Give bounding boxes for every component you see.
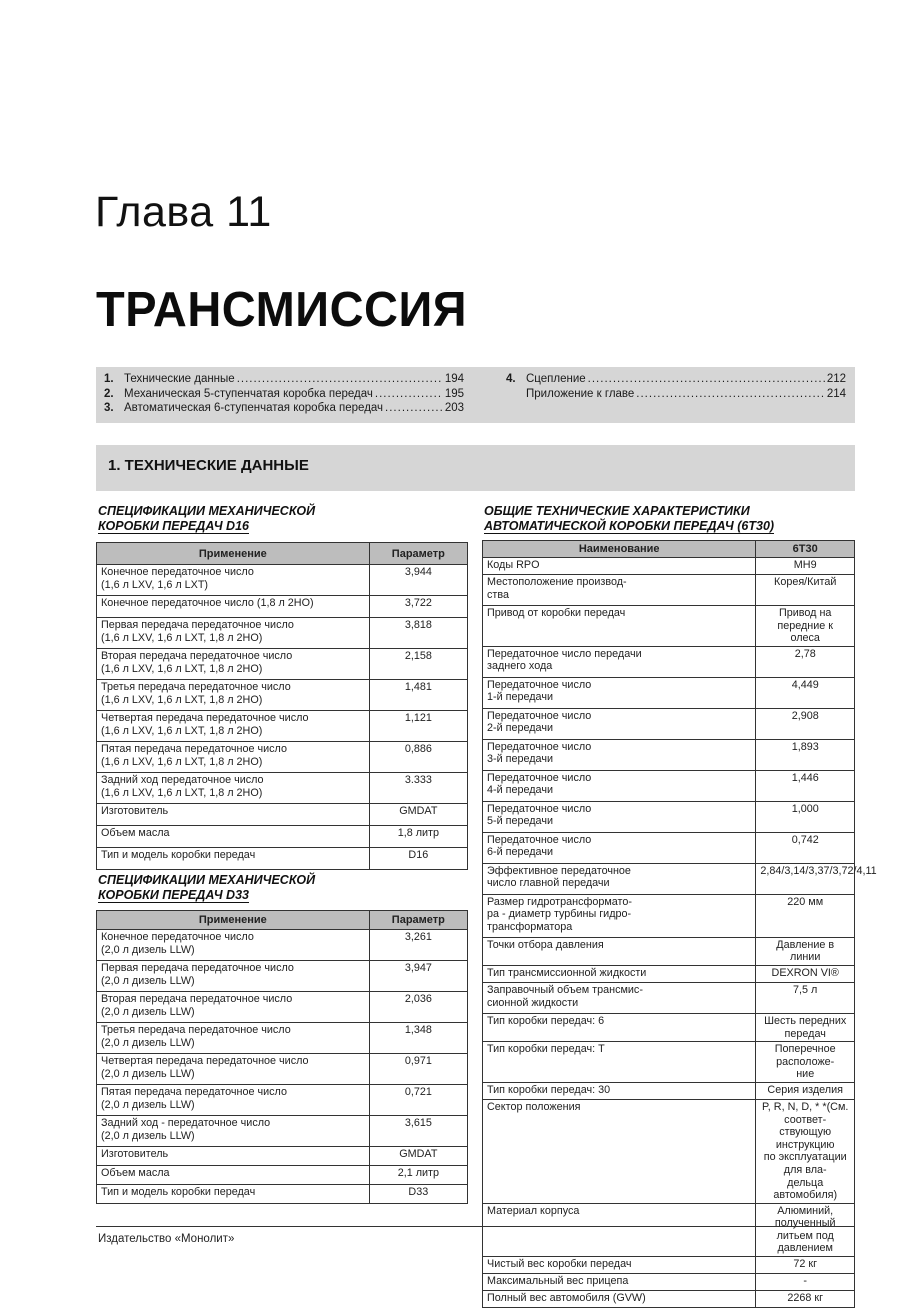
table-row <box>97 1116 468 1147</box>
spec-name-cell: Привод от коробки передач <box>483 606 756 647</box>
spec-value-cell: Серия изделия <box>756 1082 855 1099</box>
spec-name-cell: Тип трансмиссионной жидкости <box>483 965 756 982</box>
spec-value-cell: 1,446 <box>756 770 855 801</box>
table-row <box>483 677 855 708</box>
spec-value-cell: Алюминий, полученный литьем под давлением <box>756 1203 855 1256</box>
spec-name-cell: Третья передача передаточное число (1,6 л LXV, 1,6 л LXT, 1,8 л 2НО) <box>97 680 370 711</box>
column-header-value: Параметр <box>369 543 467 565</box>
spec-value-cell: 0,742 <box>756 832 855 863</box>
spec-value-cell: 3,261 <box>369 930 467 961</box>
spec-value-cell: 3,615 <box>369 1116 467 1147</box>
table-row <box>97 742 468 773</box>
spec-value-cell: 2,036 <box>369 992 467 1023</box>
spec-value-cell: 1,893 <box>756 739 855 770</box>
spec-name-cell: Заправочный объем трансмис- сионной жидкости <box>483 982 756 1013</box>
spec-name-cell: Чистый вес коробки передач <box>483 1257 756 1274</box>
spec-value-cell: 3,722 <box>369 596 467 618</box>
table-row <box>483 558 855 575</box>
spec-value-cell: Давление в линии <box>756 937 855 965</box>
column-header-name: Применение <box>97 911 370 930</box>
spec-name-cell: Пятая передача передаточное число (2,0 л дизель LLW) <box>97 1085 370 1116</box>
spec-value-cell: 1,121 <box>369 711 467 742</box>
toc-item-number: 1. <box>104 373 114 385</box>
spec-value-cell: 7,5 л <box>756 982 855 1013</box>
spec-value-cell: 2,908 <box>756 708 855 739</box>
table-row <box>483 937 855 965</box>
spec-name-cell: Тип коробки передач: 30 <box>483 1082 756 1099</box>
toc-item-page: 214 <box>826 387 846 400</box>
t30-title-line1: ОБЩИЕ ТЕХНИЧЕСКИЕ ХАРАКТЕРИСТИКИ <box>484 504 750 518</box>
table-row <box>97 961 468 992</box>
table-row <box>483 1274 855 1291</box>
d16-title-line1: СПЕЦИФИКАЦИИ МЕХАНИЧЕСКОЙ <box>98 504 316 518</box>
spec-name-cell: Тип коробки передач: 6 <box>483 1013 756 1041</box>
d16-title-line2: КОРОБКИ ПЕРЕДАЧ D16 <box>98 519 249 533</box>
table-row <box>97 1147 468 1166</box>
spec-name-cell: Изготовитель <box>97 1147 370 1166</box>
spec-value-cell: 3.333 <box>369 773 467 804</box>
spec-name-cell: Сектор положения <box>483 1099 756 1203</box>
spec-value-cell: D16 <box>369 848 467 870</box>
toc-right-column <box>506 373 846 402</box>
spec-name-cell: Передаточное число 4-й передачи <box>483 770 756 801</box>
d16-table-title <box>98 504 315 534</box>
d16-spec-table <box>96 542 468 870</box>
table-row <box>97 826 468 848</box>
table-header-row <box>97 911 468 930</box>
spec-name-cell: Передаточное число 6-й передачи <box>483 832 756 863</box>
spec-name-cell: Вторая передача передаточное число (2,0 л дизель LLW) <box>97 992 370 1023</box>
spec-value-cell: 3,947 <box>369 961 467 992</box>
spec-value-cell: 2,1 литр <box>369 1166 467 1185</box>
table-of-contents <box>96 367 855 423</box>
table-row <box>483 965 855 982</box>
spec-name-cell: Конечное передаточное число (1,8 л 2НО) <box>97 596 370 618</box>
spec-name-cell: Передаточное число 2-й передачи <box>483 708 756 739</box>
spec-name-cell: Эффективное передаточное число главной передачи <box>483 863 756 894</box>
spec-name-cell: Изготовитель <box>97 804 370 826</box>
spec-value-cell: Поперечное расположе- ние <box>756 1042 855 1083</box>
toc-item[interactable] <box>104 373 464 388</box>
spec-name-cell: Первая передача передаточное число (1,6 л LXV, 1,6 л LXT, 1,8 л 2НО) <box>97 618 370 649</box>
spec-value-cell: 4,449 <box>756 677 855 708</box>
t30-table-title <box>484 504 774 534</box>
spec-name-cell: Передаточное число 5-й передачи <box>483 801 756 832</box>
spec-value-cell: 0,886 <box>369 742 467 773</box>
footer-divider <box>96 1226 855 1227</box>
spec-name-cell: Конечное передаточное число (1,6 л LXV, 1,6 л LXT) <box>97 565 370 596</box>
table-header-row <box>97 543 468 565</box>
toc-item-page: 195 <box>444 387 464 400</box>
table-row <box>483 1257 855 1274</box>
toc-item-text: Приложение к главе <box>526 387 635 400</box>
table-row <box>97 804 468 826</box>
toc-item-text: Сцепление <box>526 373 586 385</box>
spec-value-cell: 3,818 <box>369 618 467 649</box>
toc-leader-dots <box>237 373 443 385</box>
table-row <box>483 1082 855 1099</box>
table-row <box>97 1166 468 1185</box>
spec-value-cell: 0,971 <box>369 1054 467 1085</box>
column-header-value: 6Т30 <box>756 541 855 558</box>
table-row <box>97 565 468 596</box>
spec-name-cell: Четвертая передача передаточное число (2,0 л дизель LLW) <box>97 1054 370 1085</box>
table-row <box>483 575 855 606</box>
t30-title-line2: АВТОМАТИЧЕСКОЙ КОРОБКИ ПЕРЕДАЧ (6Т30) <box>484 519 775 533</box>
spec-name-cell: Тип коробки передач: Т <box>483 1042 756 1083</box>
spec-name-cell: Вторая передача передаточное число (1,6 л LXV, 1,6 л LXT, 1,8 л 2НО) <box>97 649 370 680</box>
spec-name-cell: Передаточное число передачи заднего хода <box>483 646 756 677</box>
chapter-heading: Глава 11 <box>95 188 272 236</box>
table-row <box>97 618 468 649</box>
d33-title-line2: КОРОБКИ ПЕРЕДАЧ D33 <box>98 888 249 902</box>
d33-table-title <box>98 873 315 903</box>
spec-value-cell: P, R, N, D, * *(См. соответ- ствующую инструкцию по эксплуатации для вла- дельца автомобиля) <box>756 1099 855 1203</box>
spec-value-cell: 2268 кг <box>756 1291 855 1308</box>
spec-name-cell: Тип и модель коробки передач <box>97 848 370 870</box>
table-row <box>97 1085 468 1116</box>
spec-value-cell: 0,721 <box>369 1085 467 1116</box>
spec-value-cell: - <box>756 1274 855 1291</box>
toc-left-column <box>104 373 464 417</box>
spec-value-cell: MH9 <box>756 558 855 575</box>
toc-item[interactable] <box>104 402 464 417</box>
table-row <box>97 773 468 804</box>
spec-name-cell: Третья передача передаточное число (2,0 л дизель LLW) <box>97 1023 370 1054</box>
spec-name-cell: Задний ход - передаточное число (2,0 л дизель LLW) <box>97 1116 370 1147</box>
spec-name-cell: Передаточное число 3-й передачи <box>483 739 756 770</box>
table-header-row <box>483 541 855 558</box>
toc-item[interactable] <box>104 388 464 403</box>
spec-name-cell: Материал корпуса <box>483 1203 756 1256</box>
table-row <box>483 801 855 832</box>
table-row <box>97 930 468 961</box>
spec-name-cell: Максимальный вес прицепа <box>483 1274 756 1291</box>
spec-name-cell: Конечное передаточное число (2,0 л дизель LLW) <box>97 930 370 961</box>
toc-item-page: 212 <box>826 373 846 385</box>
spec-value-cell: 1,8 литр <box>369 826 467 848</box>
toc-item[interactable] <box>506 373 846 388</box>
spec-name-cell: Пятая передача передаточное число (1,6 л LXV, 1,6 л LXT, 1,8 л 2НО) <box>97 742 370 773</box>
spec-value-cell: GMDAT <box>369 804 467 826</box>
spec-value-cell: 1,348 <box>369 1023 467 1054</box>
table-row <box>97 596 468 618</box>
spec-name-cell: Первая передача передаточное число (2,0 л дизель LLW) <box>97 961 370 992</box>
spec-value-cell: 72 кг <box>756 1257 855 1274</box>
spec-name-cell: Передаточное число 1-й передачи <box>483 677 756 708</box>
spec-value-cell: D33 <box>369 1185 467 1204</box>
table-row <box>97 680 468 711</box>
spec-name-cell: Полный вес автомобиля (GVW) <box>483 1291 756 1308</box>
table-row <box>97 848 468 870</box>
table-row <box>97 992 468 1023</box>
spec-name-cell: Объем масла <box>97 826 370 848</box>
d33-spec-table <box>96 910 468 1204</box>
spec-value-cell: 1,481 <box>369 680 467 711</box>
spec-name-cell: Тип и модель коробки передач <box>97 1185 370 1204</box>
toc-item-number: 2. <box>104 387 114 400</box>
table-row <box>97 1054 468 1085</box>
spec-value-cell: GMDAT <box>369 1147 467 1166</box>
table-row <box>97 649 468 680</box>
spec-value-cell: Привод на передние к олеса <box>756 606 855 647</box>
toc-leader-dots <box>385 402 443 414</box>
spec-value-cell: 2,158 <box>369 649 467 680</box>
spec-value-cell: 2,84/3,14/3,37/3,72/4,11 <box>756 863 855 894</box>
spec-value-cell: DEXRON VI® <box>756 965 855 982</box>
table-row <box>483 863 855 894</box>
column-header-name: Наименование <box>483 541 756 558</box>
page-title: ТРАНСМИССИЯ <box>96 281 468 337</box>
spec-value-cell: 220 мм <box>756 894 855 937</box>
spec-name-cell: Местоположение производ- ства <box>483 575 756 606</box>
section-title: 1. ТЕХНИЧЕСКИЕ ДАННЫЕ <box>108 457 309 474</box>
table-row <box>97 711 468 742</box>
table-row <box>483 646 855 677</box>
t30-spec-table <box>482 540 877 1308</box>
spec-value-cell: 3,944 <box>369 565 467 596</box>
toc-item-text: Технические данные <box>124 373 235 385</box>
spec-name-cell: Объем масла <box>97 1166 370 1185</box>
spec-value-cell: Шесть передних передач <box>756 1013 855 1041</box>
table-row <box>483 982 855 1013</box>
table-row <box>483 739 855 770</box>
table-row <box>483 894 855 937</box>
spec-name-cell: Точки отбора давления <box>483 937 756 965</box>
toc-item-number: 4. <box>506 373 516 385</box>
table-row <box>97 1023 468 1054</box>
table-row <box>483 1099 855 1203</box>
spec-name-cell: Коды RPO <box>483 558 756 575</box>
d33-title-line1: СПЕЦИФИКАЦИИ МЕХАНИЧЕСКОЙ <box>98 873 316 887</box>
column-header-name: Применение <box>97 543 370 565</box>
table-row <box>97 1185 468 1204</box>
spec-name-cell: Размер гидротрансформато- ра - диаметр турбины гидро- трансформатора <box>483 894 756 937</box>
toc-item[interactable] <box>506 388 846 403</box>
toc-item-page: 194 <box>444 373 464 385</box>
table-row <box>483 832 855 863</box>
toc-item-page: 203 <box>444 402 464 414</box>
toc-leader-dots <box>636 388 825 400</box>
toc-item-text: Автоматическая 6-ступенчатая коробка передач <box>124 402 384 414</box>
table-row <box>483 606 855 647</box>
spec-name-cell: Задний ход передаточное число (1,6 л LXV, 1,6 л LXT, 1,8 л 2НО) <box>97 773 370 804</box>
table-row <box>483 1203 855 1256</box>
table-row <box>483 1013 855 1041</box>
toc-leader-dots <box>375 388 443 400</box>
toc-item-text: Механическая 5-ступенчатая коробка передач <box>124 387 373 400</box>
table-row <box>483 1291 855 1308</box>
table-row <box>483 1042 855 1083</box>
publisher-footer: Издательство «Монолит» <box>98 1233 235 1245</box>
toc-item-number: 3. <box>104 402 114 414</box>
spec-value-cell: 2,78 <box>756 646 855 677</box>
section-header <box>96 445 855 491</box>
column-header-value: Параметр <box>369 911 467 930</box>
spec-name-cell: Четвертая передача передаточное число (1,6 л LXV, 1,6 л LXT, 1,8 л 2НО) <box>97 711 370 742</box>
spec-value-cell: Корея/Китай <box>756 575 855 606</box>
spec-value-cell: 1,000 <box>756 801 855 832</box>
toc-leader-dots <box>588 373 825 385</box>
table-row <box>483 708 855 739</box>
table-row <box>483 770 855 801</box>
